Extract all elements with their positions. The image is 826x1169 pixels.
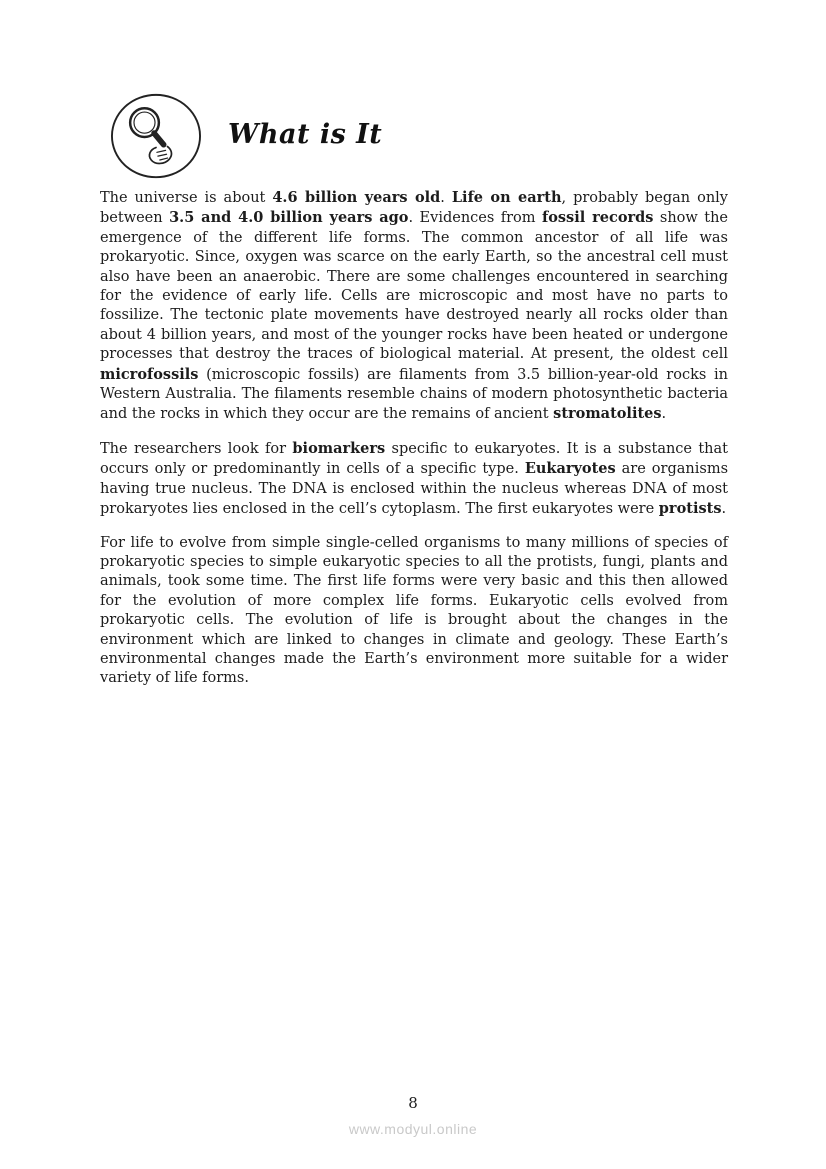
paragraph-evolution: For life to evolve from simple single-celled organisms to many millions of species of prokaryotic species to simple eukaryotic species to all the protists, fungi, plants and animals, took some time. The first life forms were very basic and this then allowed for the evolution of more complex life forms. Eukaryotic cells evolved from prokaryotic cells. The evolution of life is brought about the changes in the environment which are linked to changes in climate and geology. These Earth’s environmental changes made the Earth’s environment more suitable for a wider variety of life forms. — [100, 534, 728, 687]
section-title: What is It — [228, 118, 383, 150]
paragraph-origin-of-life: The universe is about 4.6 billion years old. Life on earth, probably began only between 3.5 and 4.0 billion years ago. Evidences from fossil records show the emergence of the different life forms. The common ancestor of all life was prokaryotic. Since, oxygen was scarce on the early Earth, so the ancestral cell must also have been an anaerobic. There are some challenges encountered in searching for the evidence of early life. Cells are microscopic and most have no parts to fossilize. The tectonic plate movements have destroyed nearly all rocks older than about 4 billion years, and most of the younger rocks have been heated or undergone processes that destroy the traces of biological material. At present, the oldest cell microfossils (microscopic fossils) are filaments from 3.5 billion-year-old rocks in Western Australia. The filaments resemble chains of modern photosynthetic bacteria and the rocks in which they occur are the remains of ancient stromatolites. — [100, 189, 729, 423]
magnifier-hand-icon — [108, 92, 204, 182]
paragraph-biomarkers: The researchers look for biomarkers specific to eukaryotes. It is a substance that occurs only or predominantly in cells of a specific type. Eukaryotes are organisms having true nucleus. The DNA is enclosed within the nucleus whereas DNA of most prokaryotes lies enclosed in the cell’s cytoplasm. The first eukaryotes were protists. — [100, 439, 729, 518]
page-number: 8 — [408, 1094, 418, 1112]
body-text — [100, 188, 728, 703]
section-header — [108, 92, 382, 182]
footer-watermark: www.modyul.online — [348, 1121, 478, 1137]
